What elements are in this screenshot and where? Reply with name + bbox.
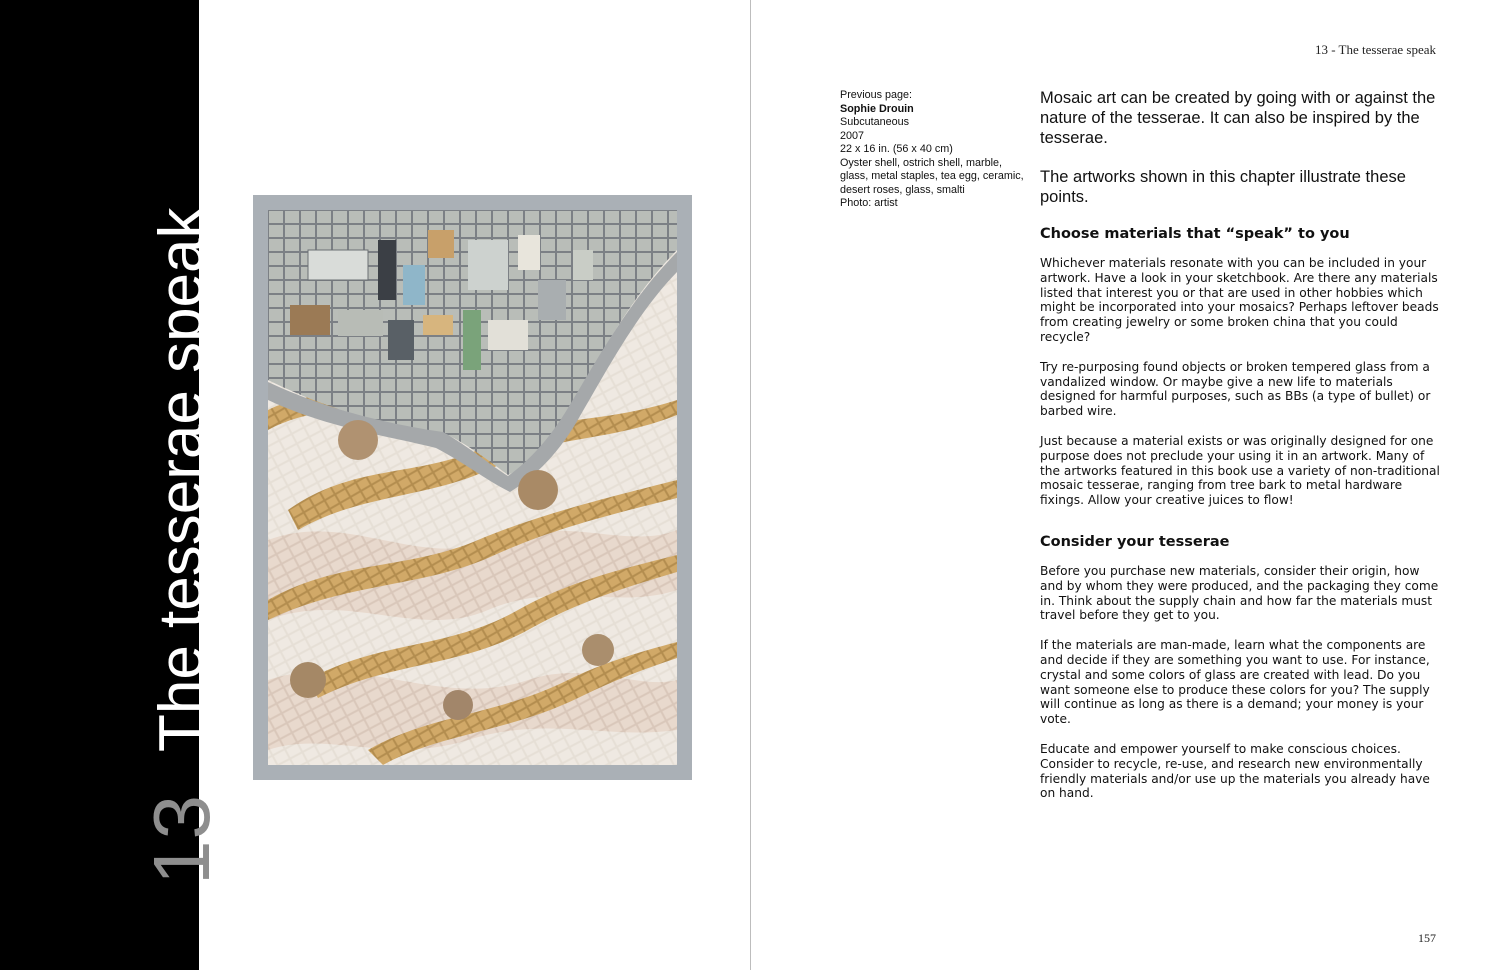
body-paragraph: Educate and empower yourself to make conscious choices. Consider to recycle, re-use, and research new environmentally friendly materials and/or use up the materials you already have on hand. bbox=[1040, 741, 1430, 801]
caption-credit: Photo: artist bbox=[840, 197, 898, 209]
chapter-number: 13 bbox=[137, 794, 226, 885]
body-paragraph: Try re-purposing found objects or broken tempered glass from a vandalized window. Or maybe give a new life to materials designed for harmful purposes, such as BBs (a type of bullet) or barbed wire. bbox=[1040, 359, 1431, 419]
mosaic-artwork-image bbox=[253, 195, 692, 780]
chapter-heading bbox=[137, 207, 226, 885]
image-caption bbox=[840, 89, 1025, 211]
page-number: 157 bbox=[1418, 931, 1436, 945]
main-text-column bbox=[1040, 88, 1440, 816]
caption-artist: Sophie Drouin bbox=[840, 102, 914, 115]
caption-year: 2007 bbox=[840, 129, 865, 142]
body-paragraph: Whichever materials resonate with you can be included in your artwork. Have a look in your sketchbook. Are there any materials listed that interest you or that are used in other hobbies which might be incorporated into your mosaics? Perhaps leftover beads from creating jewelry or some broken china that you could recycle? bbox=[1040, 256, 1439, 344]
chapter-spine bbox=[0, 0, 226, 970]
mosaic-illustration bbox=[268, 210, 677, 765]
intro-paragraph: Mosaic art can be created by going with or against the nature of the tesserae. It can also be inspired by the tesserae. bbox=[1040, 89, 1436, 147]
caption-materials: Oyster shell, ostrich shell, marble, glass, metal staples, tea egg, ceramic, desert roses, glass, smalti bbox=[840, 156, 1024, 196]
chapter-title: The tesserae speak bbox=[147, 207, 216, 753]
running-head: 13 - The tesserae speak bbox=[1314, 42, 1436, 57]
body-paragraph: If the materials are man-made, learn what the components are and decide if they are something you want to use. For instance, crystal and some colors of glass are created with lead. Do you want someone else to produce these colors for you? The supply will continue as long as there is a demand; your money is your vote. bbox=[1040, 638, 1430, 727]
body-paragraph: Just because a material exists or was originally designed for one purpose does not preclude your using it in an artwork. Many of the artworks featured in this book use a variety of non-traditional mosaic tesserae, ranging from tree bark to metal hardware fixings. Allow your creative juices to flow! bbox=[1040, 433, 1440, 508]
caption-label: Previous page: bbox=[840, 89, 913, 101]
page-gutter bbox=[750, 0, 751, 970]
section-heading: Choose materials that “speak” to you bbox=[1040, 226, 1350, 242]
caption-title: Subcutaneous bbox=[840, 116, 910, 128]
caption-dimensions: 22 x 16 in. (56 x 40 cm) bbox=[840, 143, 953, 155]
body-paragraph: Before you purchase new materials, consider their origin, how and by whom they were produced, and the packaging they come in. Think about the supply chain and how far the materials must travel before they get to you. bbox=[1040, 563, 1439, 623]
section-heading: Consider your tesserae bbox=[1040, 533, 1230, 550]
intro-paragraph: The artworks shown in this chapter illustrate these points. bbox=[1040, 168, 1406, 206]
